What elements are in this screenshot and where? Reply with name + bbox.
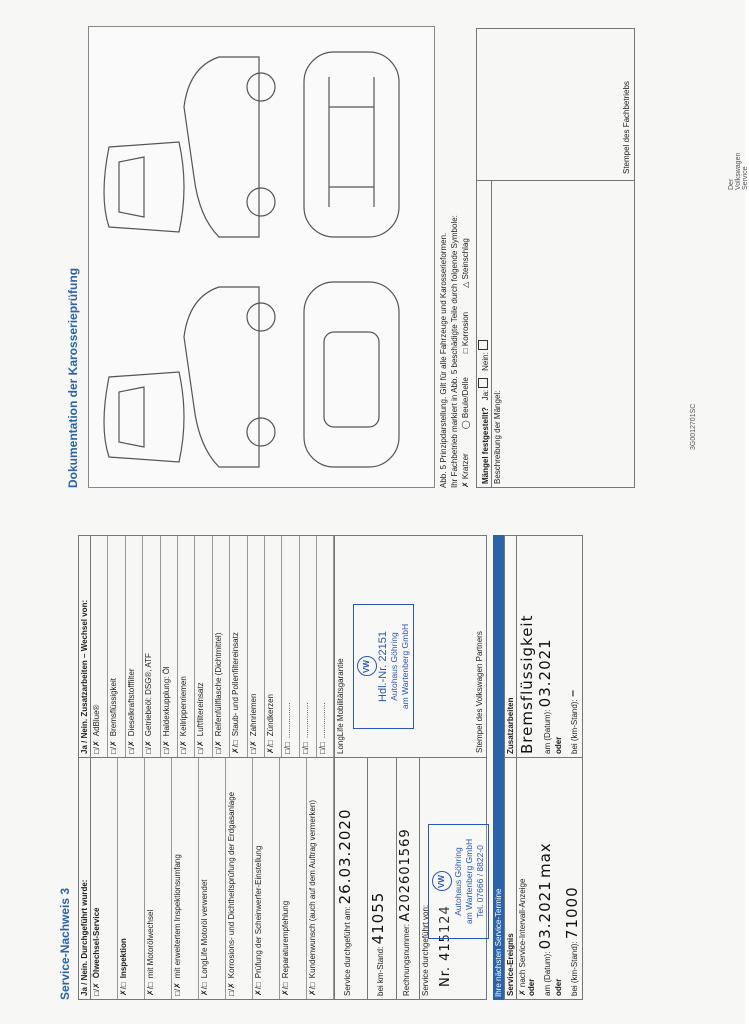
right-row [108,536,125,757]
checkbox-mark[interactable]: □/✗ [92,982,101,996]
dealer-stamp-right: VW Hdl.-Nr. 22151 Autohaus Göhring am Wartenberg GmbH [353,604,414,729]
checkbox-mark[interactable]: □/✗ [92,740,101,754]
next-service-header: Ihre nächsten Service-Termine [493,535,504,1000]
service-record-title: Service-Nachweis 3 [58,887,72,1000]
right-row [300,536,317,757]
checkbox-mark[interactable]: ✗/□ [200,982,209,996]
right-row [213,536,230,757]
checklist-label: ................ [283,702,293,739]
defects-yes-checkbox[interactable] [478,378,488,388]
checklist-label: Prüfung der Scheinwerfer-Einstellung [254,845,263,979]
right-row [248,536,265,757]
checkbox-mark[interactable]: ✗/□ [308,982,317,996]
checkbox-mark[interactable]: □/✗ [161,740,171,754]
defects-question: Mängel festgestellt? [481,407,490,484]
left-checklist [91,758,334,999]
document-number: 3G0012701SC [690,403,697,450]
checkbox-mark[interactable]: ✗/□ [281,982,290,996]
checkbox-mark[interactable]: □/□ [283,742,293,754]
next-km-label: bei (km-Stand): [570,941,580,996]
right-row [91,536,108,757]
right-row [195,536,212,757]
invoice-label: Rechnungsnummer: [402,923,412,996]
next-service-table: Service-Ereignis Zusatzarbeiten ✗ nach Service-Intervall-Anzeige oder am (Datum): 03.2021 max oder bei (km-Stand): 71000 Bremsflüssigkeit am (Datum): 03.2021 oder bei (km-Stand): – [504,535,583,1000]
right-row [126,536,143,757]
checklist-label: Ölwechsel-Service [92,907,101,979]
stamp-partner-label: Stempel des Volkswagen Partners [475,631,485,753]
service-record-page [58,530,582,1000]
service-date-value: 26.03.2020 [336,808,355,905]
invoice-value: A202601569 [398,828,414,922]
left-row [307,758,334,999]
checkbox-mark[interactable]: □/✗ [196,740,206,754]
checklist-label: AdBlue® [92,704,101,737]
checklist-label: Luftfiltereinsatz [196,682,206,737]
body-inspection-page [66,23,706,488]
left-row [226,758,253,999]
left-row [91,758,118,999]
extra-work: Bremsflüssigkeit [518,614,537,754]
km-value: 41055 [369,891,388,945]
next-km: 71000 [563,886,582,940]
checkbox-mark[interactable]: □/✗ [248,740,258,754]
next-date-label: am (Datum): [543,951,553,996]
checklist-label: Keilrippenriemen [178,676,188,737]
checklist-label: Haldexkupplung: Öl [161,666,171,737]
extra-date-label: am (Datum): [543,709,553,754]
checkbox-mark[interactable]: ✗/□ [265,740,275,754]
defects-no-checkbox[interactable] [478,340,488,350]
figure-caption: Abb. 5 Prinzipdarstellung. Gilt für alle Fahrzeuge und Karosserieformen. [439,232,448,488]
defects-description-label: Beschreibung der Mängel: [493,390,502,484]
vw-logo-icon: VW [432,872,452,892]
checklist-label: ................ [318,702,328,739]
right-checklist [91,536,334,757]
checkbox-mark[interactable]: □/□ [300,742,310,754]
symbol-scratch: ✗ Kratzer [461,453,470,488]
checklist-label: mit erweitertem Inspektionsumfang [173,854,182,979]
km-label: bei km-Stand: [376,946,386,996]
symbol-corrosion: □ Korrosion [461,311,470,354]
checklist-label: Zündkerzen [265,693,275,737]
oder-2: oder [554,978,564,996]
checklist-label: Zahnriemen [248,693,258,737]
checklist-label: Kundenwunsch (auch auf dem Auftrag vermerken) [308,799,317,979]
next-col2: Zusatzarbeiten [505,536,517,758]
next-col1: Service-Ereignis [505,758,517,1000]
mobility-label: LongLife Mobilitätsgarantie [336,658,346,754]
vw-logo-icon: VW [357,657,377,677]
defects-yes-label: Ja: [481,389,490,401]
signature: Nr. 415124 [438,905,454,987]
checklist-label: Getriebeöl: DSG®, ATF [144,653,154,737]
next-max: max [536,842,555,879]
checkbox-mark[interactable]: □/✗ [227,982,236,996]
col1-header: Ja / Nein. Durchgeführt wurde: [79,758,91,1000]
checkbox-mark[interactable]: ✗/□ [146,982,155,996]
checkbox-mark[interactable]: □/✗ [109,740,119,754]
checklist-label: Reifenfüllflasche (Dichtmittel) [213,632,223,737]
checklist-label: Reparaturempfehlung [281,900,290,979]
symbol-instruction: Ihr Fachbetrieb markiert in Abb. 5 beschädigte Teile durch folgende Symbole: [450,215,459,488]
left-row [199,758,226,999]
left-row [172,758,199,999]
checkbox-mark[interactable]: □/✗ [213,740,223,754]
right-row [265,536,282,757]
right-row [161,536,178,757]
checkbox-mark[interactable]: □/✗ [173,982,182,996]
left-row [118,758,145,999]
defects-table [476,28,635,488]
checkbox-mark[interactable]: ✗/□ [119,982,128,996]
symbol-dent: ◯ Beule/Delle [461,377,470,430]
checklist-label: Bremsflüssigkeit [109,677,119,737]
left-row [280,758,307,999]
col2-header: Ja / Nein. Zusatzarbeiten – Wechsel von: [79,536,91,758]
dealer-stamp-left: VW Autohaus Göhring am Wartenberg GmbH Tel. 07666 / 8822-0 [428,824,489,939]
checklist-label: Korrosions- und Dichtheitsprüfung der Erdgasanlage [227,791,236,979]
checklist-label: Inspektion [119,938,128,979]
right-row [230,536,247,757]
checkbox-mark[interactable]: ✗/□ [254,982,263,996]
extra-km-label: bei (km-Stand): [570,699,580,754]
right-row [317,536,334,757]
symbol-stonechip: △ Steinschlag [461,238,470,288]
defects-no-label: Nein: [481,352,490,371]
service-date-label: Service durchgeführt am: [343,906,353,996]
oder-3: oder [554,736,564,754]
checklist-label: Dieselkraftstofffilter [126,668,136,737]
body-inspection-title: Dokumentation der Karosserieprüfung [66,267,80,488]
checkbox-mark[interactable]: □/✗ [144,740,154,754]
checkbox-mark[interactable]: ✗/□ [231,740,241,754]
checklist-label: LongLife Motoröl verwendet [200,879,209,979]
checkbox-mark[interactable]: □/✗ [178,740,188,754]
workshop-stamp-label: Stempel des Fachbetriebs [622,81,631,174]
right-row [178,536,195,757]
checklist-label: mit Motorölwechsel [146,909,155,979]
car-outlines-icon [89,27,434,487]
extra-date: 03.2021 [536,638,555,708]
symbol-legend [461,23,470,488]
checkbox-mark[interactable]: □/✗ [126,740,136,754]
car-diagram [88,26,435,488]
checkbox-mark[interactable]: □/□ [318,742,328,754]
brand-footer: Der Volkswagen Service [728,152,749,190]
service-table [78,535,487,1000]
next-row1: nach Service-Intervall-Anzeige [518,878,528,988]
signature-label: Service durchgeführt von: [421,904,431,996]
left-row [253,758,280,999]
right-row [143,536,160,757]
left-row [145,758,172,999]
checklist-label: ................ [300,702,310,739]
checklist-label: Staub- und Pollenfiltereinsatz [231,632,241,737]
extra-km: – [563,688,582,698]
right-row [282,536,299,757]
next-date: 03.2021 [536,880,555,950]
oder-1: oder [527,978,537,996]
